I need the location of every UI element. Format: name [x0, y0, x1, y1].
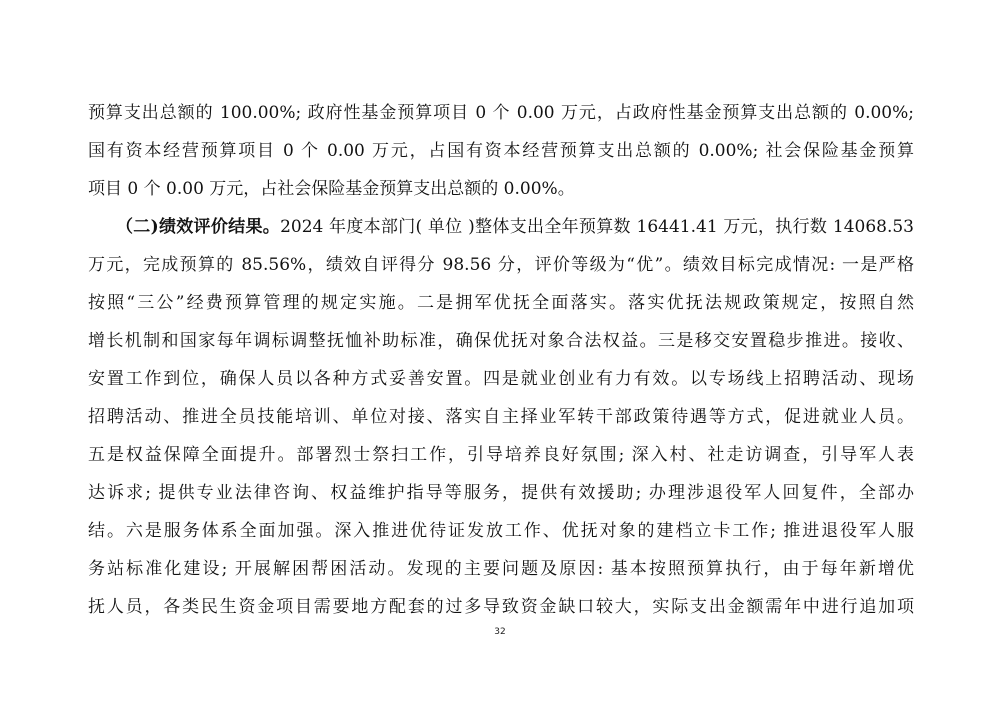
section-first-line-text: 2024 年度本部门( 单位 )整体支出全年预算数 16441.41 万元，执行数 14068.53	[280, 217, 914, 237]
body-text-line: 增长机制和国家每年调标调整抚恤补助标准，确保优抚对象合法权益。三是移交安置稳步推进。接收、	[88, 331, 914, 351]
body-text-line: 预算支出总额的 100.00%; 政府性基金预算项目 0 个 0.00 万元，占政府性基金预算支出总额的 0.00%;	[88, 103, 914, 123]
body-text-line: 按照“三公”经费预算管理的规定实施。二是拥军优抚全面落实。落实优抚法规政策规定，按照自然	[88, 293, 914, 313]
page-number: 32	[494, 627, 506, 637]
body-text-line: 达诉求; 提供专业法律咨询、权益维护指导等服务，提供有效援助; 办理涉退役军人回复件，全部办	[88, 483, 914, 503]
section-heading: （二)绩效评价结果。	[116, 217, 281, 237]
body-text-line: 安置工作到位，确保人员以各种方式妥善安置。四是就业创业有力有效。以专场线上招聘活动、现场	[88, 369, 914, 389]
body-text-line: 招聘活动、推进全员技能培训、单位对接、落实自主择业军转干部政策待遇等方式，促进就业人员。	[88, 407, 914, 427]
body-text-line: 五是权益保障全面提升。部署烈士祭扫工作，引导培养良好氛围; 深入村、社走访调查，引导军人表	[88, 445, 914, 465]
body-text-line: 万元，完成预算的 85.56%，绩效自评得分 98.56 分，评价等级为“优”。绩效目标完成情况: 一是严格	[88, 255, 914, 275]
body-text-line: 项目 0 个 0.00 万元，占社会保险基金预算支出总额的 0.00%。	[88, 179, 575, 199]
body-text-line: 国有资本经营预算项目 0 个 0.00 万元，占国有资本经营预算支出总额的 0.00%; 社会保险基金预算	[88, 141, 914, 161]
body-text-line: 结。六是服务体系全面加强。深入推进优待证发放工作、优抚对象的建档立卡工作; 推进退役军人服	[88, 521, 914, 541]
body-text-line: 抚人员，各类民生资金项目需要地方配套的过多导致资金缺口较大，实际支出金额需年中进行追加项	[88, 597, 914, 617]
body-text-line: 务站标准化建设; 开展解困帮困活动。发现的主要问题及原因: 基本按照预算执行，由于每年新增优	[88, 559, 914, 579]
section-first-line	[116, 216, 914, 238]
